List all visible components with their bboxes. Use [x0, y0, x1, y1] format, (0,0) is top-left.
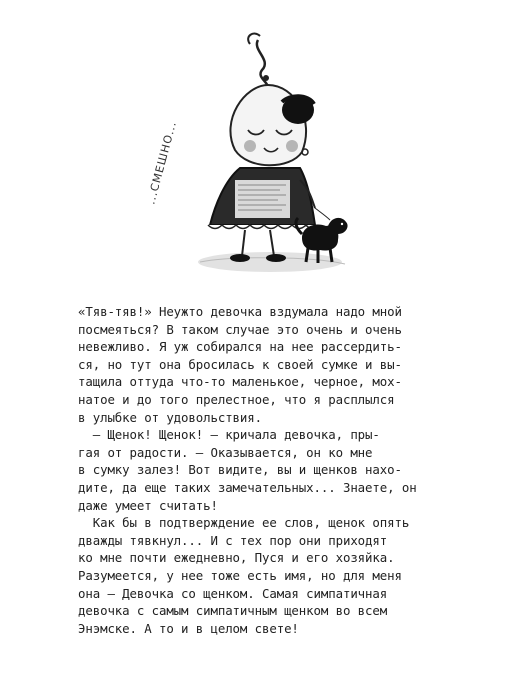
text-line: девочка с самым симпатичным щенком во всем — [78, 603, 388, 619]
text-line: ко мне почти ежедневно, Пуся и его хозяйка. — [78, 550, 395, 566]
text-line: тащила оттуда что-то маленькое, черное, мох- — [78, 374, 402, 390]
handwritten-caption: ...СМЕШНО... — [144, 119, 180, 206]
text-line: посмеяться? В таком случае это очень и очень — [78, 321, 402, 337]
text-line: невежливо. Я уж собирался на нее рассердить- — [78, 339, 402, 355]
text-line: гая от радости. — Оказывается, он ко мне — [78, 444, 373, 460]
text-line: Энэмске. А то и в целом свете! — [78, 620, 299, 636]
story-text — [78, 303, 438, 637]
text-line: «Тяв-тяв!» Неужто девочка вздумала надо мной — [78, 304, 402, 319]
text-line: даже умеет считать! — [78, 497, 218, 513]
text-line: дите, да еще таких замечательных... Знаете, он — [78, 479, 417, 495]
text-line: она — Девочка со щенком. Самая симпатичная — [78, 585, 388, 601]
text-line: натое и до того прелестное, что я расплылся — [78, 391, 395, 407]
text-line: — Щенок! Щенок! — кричала девочка, пры- — [78, 427, 380, 443]
girl-with-puppy-illustration — [140, 30, 390, 280]
paragraph — [78, 514, 438, 637]
text-line: дважды тявкнул... И с тех пор они приходят — [78, 532, 388, 548]
text-line: в сумку залез! Вот видите, вы и щенков нахо- — [78, 462, 402, 478]
paragraph — [78, 426, 438, 514]
text-line: Разумеется, у нее тоже есть имя, но для меня — [78, 567, 402, 583]
paragraph — [78, 303, 438, 426]
text-line: Как бы в подтверждение ее слов, щенок опять — [78, 515, 410, 531]
text-line: ся, но тут она бросилась к своей сумке и вы- — [78, 356, 402, 372]
text-line: в улыбке от удовольствия. — [78, 409, 262, 425]
